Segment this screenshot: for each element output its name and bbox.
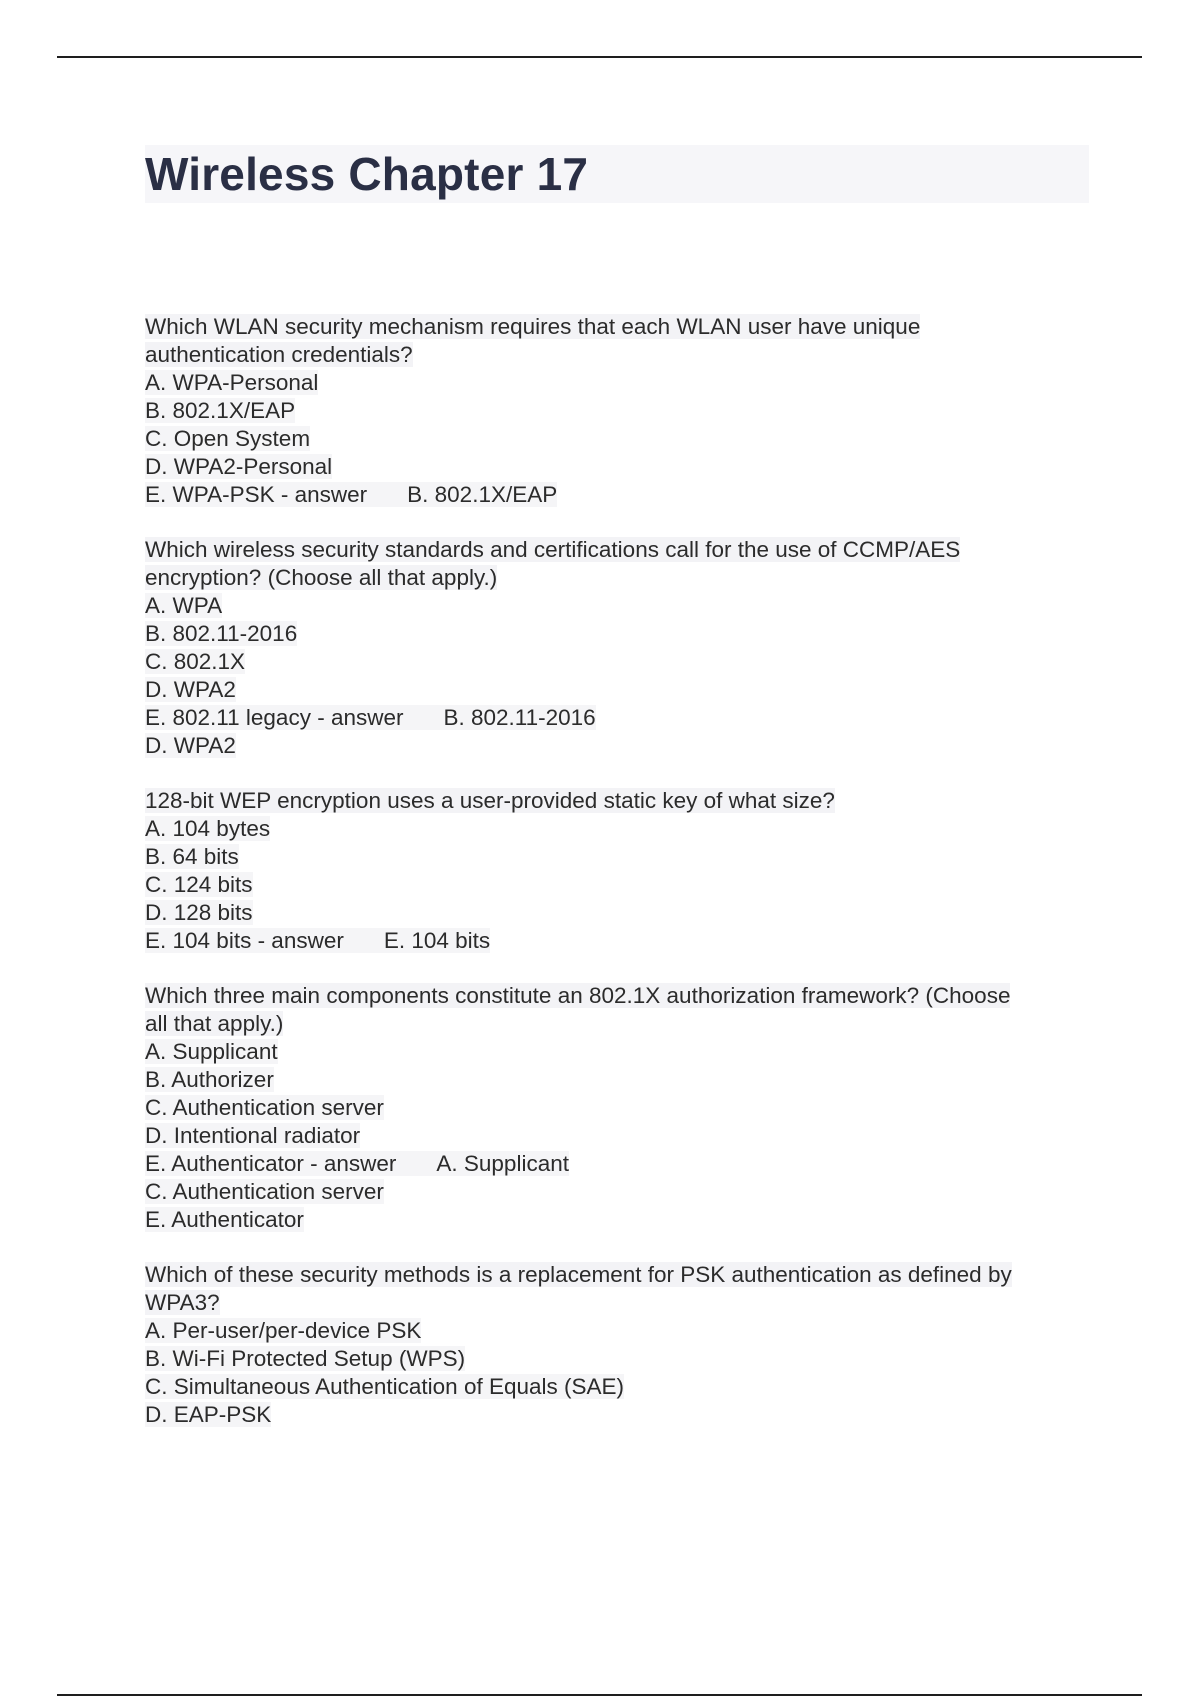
answer-line	[145, 927, 1095, 955]
question-text-line: Which of these security methods is a replacement for PSK authentication as defined by	[145, 1262, 1012, 1287]
question-text	[145, 564, 1095, 592]
answer-option	[145, 815, 1095, 843]
question-text	[145, 341, 1095, 369]
answer-option	[145, 1317, 1095, 1345]
answer-option-text: C. Open System	[145, 426, 311, 451]
top-rule	[57, 56, 1142, 58]
answer-option	[145, 620, 1095, 648]
correct-answer: E. 104 bits	[383, 928, 491, 953]
question-text	[145, 313, 1095, 341]
question-text-line: 128-bit WEP encryption uses a user-provided static key of what size?	[145, 788, 835, 813]
answer-option	[145, 1345, 1095, 1373]
answer-option-text: C. 802.1X	[145, 649, 246, 674]
answer-option-text: D. EAP-PSK	[145, 1402, 272, 1427]
correct-answer-line	[145, 1206, 1095, 1234]
answer-option-text: A. Per-user/per-device PSK	[145, 1318, 422, 1343]
question-text-line: Which WLAN security mechanism requires that each WLAN user have unique	[145, 314, 921, 339]
answer-option	[145, 1038, 1095, 1066]
question-text	[145, 1010, 1095, 1038]
answer-option	[145, 676, 1095, 704]
question-block	[145, 536, 1095, 760]
answer-option	[145, 592, 1095, 620]
answer-option-text: B. 802.11-2016	[145, 621, 298, 646]
correct-answer: A. Supplicant	[436, 1151, 569, 1176]
question-text-line: Which wireless security standards and certifications call for the use of CCMP/AES	[145, 537, 961, 562]
answer-option	[145, 1066, 1095, 1094]
correct-answer: B. 802.1X/EAP	[407, 482, 558, 507]
answer-option-text: B. Authorizer	[145, 1067, 274, 1092]
bottom-rule	[57, 1694, 1142, 1696]
answer-option	[145, 1094, 1095, 1122]
page-title: Wireless Chapter 17	[145, 148, 589, 200]
answer-option	[145, 425, 1095, 453]
answer-option-text: C. Simultaneous Authentication of Equals (SAE)	[145, 1374, 625, 1399]
answer-option	[145, 1373, 1095, 1401]
question-text-line: encryption? (Choose all that apply.)	[145, 565, 498, 590]
answer-line	[145, 1150, 1095, 1178]
answer-option-text: C. 124 bits	[145, 872, 253, 897]
correct-answer-line	[145, 1178, 1095, 1206]
answer-option-text: D. WPA2-Personal	[145, 454, 333, 479]
question-text	[145, 982, 1095, 1010]
answer-option	[145, 369, 1095, 397]
answer-option-text: E. 104 bits - answer	[145, 928, 344, 953]
question-block	[145, 1261, 1095, 1429]
question-text	[145, 787, 1095, 815]
question-text-line: WPA3?	[145, 1290, 220, 1315]
answer-option-text: E. Authenticator - answer	[145, 1151, 397, 1176]
question-text-line: authentication credentials?	[145, 342, 413, 367]
question-block	[145, 982, 1095, 1234]
answer-option	[145, 397, 1095, 425]
question-text	[145, 1261, 1095, 1289]
answer-option	[145, 1401, 1095, 1429]
correct-answer-line	[145, 732, 1095, 760]
answer-option-text: B. 64 bits	[145, 844, 239, 869]
answer-option-text: A. WPA-Personal	[145, 370, 319, 395]
answer-option-text: D. 128 bits	[145, 900, 253, 925]
correct-answer: B. 802.11-2016	[443, 705, 596, 730]
answer-option	[145, 871, 1095, 899]
answer-option	[145, 899, 1095, 927]
answer-option	[145, 648, 1095, 676]
answer-option	[145, 453, 1095, 481]
answer-option-text: A. 104 bytes	[145, 816, 271, 841]
answer-option-text: A. Supplicant	[145, 1039, 278, 1064]
question-text-line: Which three main components constitute an 802.1X authorization framework? (Choose	[145, 983, 1011, 1008]
question-block	[145, 787, 1095, 955]
answer-option-text: A. WPA	[145, 593, 223, 618]
answer-line	[145, 481, 1095, 509]
question-text	[145, 536, 1095, 564]
answer-option-text: B. Wi-Fi Protected Setup (WPS)	[145, 1346, 466, 1371]
answer-option	[145, 1122, 1095, 1150]
answer-option-text: B. 802.1X/EAP	[145, 398, 296, 423]
question-text-line: all that apply.)	[145, 1011, 284, 1036]
answer-option-text: E. 802.11 legacy - answer	[145, 705, 404, 730]
question-list	[145, 313, 1095, 1456]
answer-option-text: D. Intentional radiator	[145, 1123, 361, 1148]
question-block	[145, 313, 1095, 509]
answer-option-text: E. WPA-PSK - answer	[145, 482, 368, 507]
question-text	[145, 1289, 1095, 1317]
answer-option-text: C. Authentication server	[145, 1095, 384, 1120]
answer-option	[145, 843, 1095, 871]
answer-line	[145, 704, 1095, 732]
correct-answer: E. Authenticator	[145, 1207, 304, 1232]
correct-answer: D. WPA2	[145, 733, 236, 758]
correct-answer: C. Authentication server	[145, 1179, 384, 1204]
answer-option-text: D. WPA2	[145, 677, 236, 702]
